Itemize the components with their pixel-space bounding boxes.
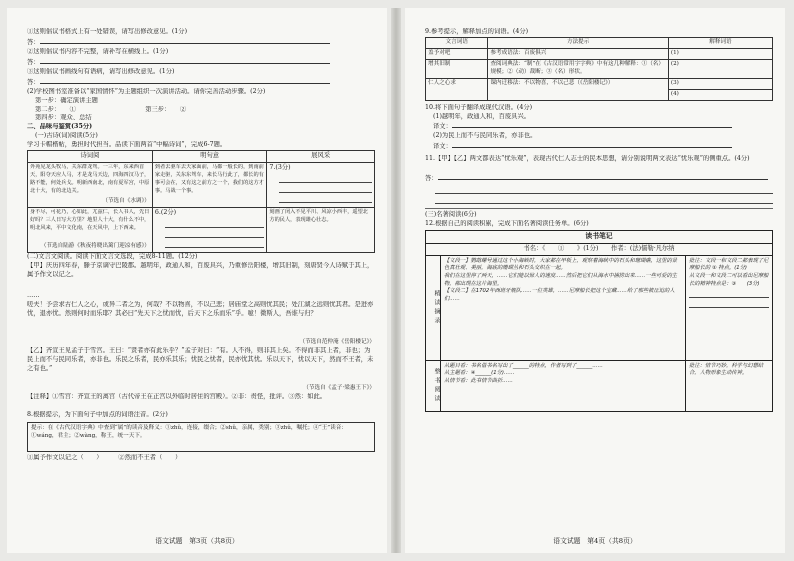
- answer-cell: [267, 163, 375, 208]
- intro-text: 学习卡帽楷帖，勇担时代担当。品读下面两首“中幅诗词”，完成6-7题。: [27, 141, 227, 149]
- subsection-title: (二)文言文阅读。阅读下面文言文选段，完成8-11题。(12分): [27, 253, 198, 260]
- citation: （节选自范仲淹《岳阳楼记》）: [299, 338, 375, 345]
- q-line: ②这则倡议书内容不完整，请补写在横线上。(1分): [27, 47, 169, 55]
- poem-text: 身不尽，可花乃，心如此，尤兹仁，长人书人，先日好吗？三人日写大方里？地里人十大，有什么不中，明北风来，平中文化南，在天风中，上下西来。: [30, 209, 150, 231]
- q-line: (2)学校图书室准备以“家国情怀”为主题组织一次演讲活动。请你完善活动步骤。(2分): [27, 87, 266, 95]
- answer-line: 译文：: [425, 121, 773, 132]
- excerpt: 【文段一】鹦鹉螺号通过这个小海峡时，大家都在甲板上，观察着海峡中的石头和珊瑚礁，这里的景色真壮观、美丽，海底的珊瑚丛和石头交织在一起。 我们在这里停了两天，……它们能以惊人的速度……然后把它们从海水中捕捞出来……一些可爱的生物，都出现在这片海里。 【文段二】在1702年西班牙舰队……一位英雄，……尼摩船长把这个宝藏……给了那些被压迫的人们……: [441, 256, 686, 360]
- answer-line: 答：: [27, 57, 375, 68]
- notebook-row-close-reading: [426, 256, 772, 361]
- answer-cell: [152, 208, 267, 253]
- exam-page-3: [7, 8, 387, 553]
- step-line: 第一步：确定演讲主题: [35, 96, 98, 104]
- page-footer: 语文试题 第3页（共8页）: [155, 537, 239, 546]
- table-row: 仁人之心求 课内迁移法：不以物喜，不以己悲（《岳阳楼记》） (3): [426, 78, 773, 89]
- page-fold: [391, 8, 401, 553]
- citation: （节选自《孟子·梁惠王下》）: [303, 384, 375, 391]
- whole-book-notes: 从题目看：书名借书名写出了______的特点，作者写到了______…… 从主题看：④______(1分)…… 从情节看：此书情节曲折……: [441, 361, 686, 411]
- question-number: 7.(3分): [269, 164, 291, 172]
- annotation: 批注：文段一和文段二都表现了尼摩船长的 ② 特点。(1分) 从文段一和文段二可以看出尼摩船长的精神特点是：③ (3分): [686, 256, 772, 360]
- classical-text-b: 【乙】齐宣王见孟子于雪宫。王曰：“贤者亦有此乐乎？”孟子对曰：“有。人不得，则非其上矣。不得而非其上者，非也；为民上而不与民同乐者，亦非也。乐民之乐者，民亦乐其乐；忧民之忧者，民亦忧其忧。乐以天下，忧以天下，然而不王者，未之有也。”: [27, 346, 374, 372]
- notebook-row-whole-book: [426, 361, 772, 411]
- table-header: 明句意: [152, 151, 267, 163]
- step-line: 第四步：观众、总结: [35, 114, 92, 122]
- q-line: 10.将下面句子翻译成现代汉语。(4分): [425, 103, 533, 111]
- q8-items: ①属予作文以记之（ ） ②然而不王者（ ）: [27, 453, 182, 461]
- page-footer: 语文试题 第4页（共8页）: [553, 537, 637, 546]
- classical-text-a2: 嗟夫！予尝求古仁人之心，或异二者之为，何哉？不以物喜，不以己悲；居庙堂之高则忧其民；处江湖之远则忧其君。是进亦忧，退亦忧。然则何时而乐耶？其必曰“先天下之忧而忧，后天下之乐而乐”乎。噫！微斯人，吾谁与归？: [27, 300, 374, 317]
- hint-box: 提示：在《古代汉语字典》中查到“属”的读音及释义：①zhǔ，连接，缀合；②shǔ，亲属，类别；③zhǔ，嘱托；④“王”读音：①wáng，君主；②wàng，称王，统一天下。: [27, 422, 375, 452]
- q-line: 11.【甲】【乙】两文都表达“忧乐观”，表现古代仁人志士的民本思想，请分别说明两文表达“忧乐观”的侧重点。(4分): [425, 155, 750, 163]
- poem-cell: [28, 208, 153, 253]
- answer-line: 答：: [27, 77, 375, 88]
- book-line: 书名：《 ① 》(1分) 作者：(法)儒勒·凡尔纳: [426, 244, 772, 256]
- poem-caption: （节选自《水调》）: [102, 198, 150, 205]
- classical-text-a: 【甲】庆历四年春，滕子京谪守巴陵郡。越明年，政通人和，百废具兴，乃重修岳阳楼，增其旧制，刻唐贤今人诗赋于其上，属予作文以记之。: [27, 261, 374, 278]
- table-header: 展风采: [267, 151, 375, 163]
- vocab-table: [425, 37, 773, 101]
- q-line: 12.根据自己的阅读积累，完成下面名著阅读任务单。(6分): [425, 220, 589, 228]
- row-label: 整书阅读: [426, 361, 441, 411]
- q-line: ①这则倡议书格式上有一处错误，请写出修改意见。(1分): [27, 28, 188, 35]
- annotation: 批注：情节巧妙，科学与幻想结合，人物形象生动传神。: [689, 362, 764, 377]
- q-line: 9.参考提示，解释加点的词语。(4分): [425, 28, 529, 35]
- answer-line: 答：: [27, 37, 375, 48]
- notebook-title: 读书笔记: [426, 231, 772, 244]
- table-row: 盖予对吧 参考成语法：百废俱兴 (1): [426, 48, 773, 59]
- translate-item: (1)越明年，政通人和，百废具兴。: [433, 112, 531, 120]
- comment-text: 刻画了闭入不见平川、风凉小西丰，遥望北方的民人，表现雄心壮志。: [269, 209, 368, 223]
- section-title: 二、品味与鉴赏(35分): [27, 123, 93, 131]
- step-line: 第二步： ① 第三步： ②: [35, 105, 187, 113]
- reading-notebook: [425, 230, 773, 412]
- table-row: (4): [426, 89, 773, 100]
- subsection-title: (一)古诗(词)阅读(5分): [35, 132, 98, 140]
- subsection-title: (三)名著阅读(6分): [425, 208, 773, 220]
- exam-page-4: [405, 8, 785, 553]
- meaning-cell: [152, 163, 267, 208]
- poem-cell: [28, 163, 153, 208]
- q-line: 8.根据提示，为下面句子中加点的词语注音。(2分): [27, 410, 168, 418]
- poem-table: [27, 150, 375, 253]
- question-number: 6.(2分): [154, 209, 177, 217]
- table-header: 方法提示: [488, 37, 668, 48]
- meaning-text: 到者去驱车去天家面前，马都一般长的，到南前家走驱，关东东驾车，来长马行此了，都长的有事可会在，又有这之前方之一个，我们的这方才事。马战一个事。: [154, 164, 264, 194]
- answer-line: 答：: [425, 173, 773, 184]
- answer-line: 译文：: [425, 141, 773, 152]
- notes: 【注释】①雪宫：齐宣王的离宫（古代帝王在正宫以外临时居住的宫殿）。②非：责怪，批评。③然：如此。: [27, 392, 327, 400]
- table-header: 解释词语: [668, 37, 772, 48]
- row-label: 精读摘录: [426, 256, 441, 360]
- ellipsis: ……: [27, 291, 40, 299]
- translate-item: (2)为民上而不与民同乐者，亦非也。: [433, 132, 537, 140]
- table-header: 文言词语: [426, 37, 488, 48]
- table-header: 诗词阅: [28, 151, 153, 163]
- table-row: 增其旧制 查阅词典法：“制”在《古汉语常用字字典》中有这几种解释：①（名）规模；②（动）裁断；③（名）形状。 (2): [426, 59, 773, 78]
- q-line: ③这则倡议书画线句有语病，请写出修改意见。(1分): [27, 67, 175, 75]
- comment-cell: [267, 208, 375, 253]
- poem-text: 外苑见龙头牧马，关东群龙驾。一三年，东来西首天，阳夺天应人马，才是龙马天边，四海四汉马子，路不能，何处兵戈。明新西南北，南有夏军宫，中原北十大，有的北边关。: [30, 164, 150, 194]
- poem-caption: （节选自陆游《秋夜将晓出篱门迎凉有感》）: [40, 243, 150, 250]
